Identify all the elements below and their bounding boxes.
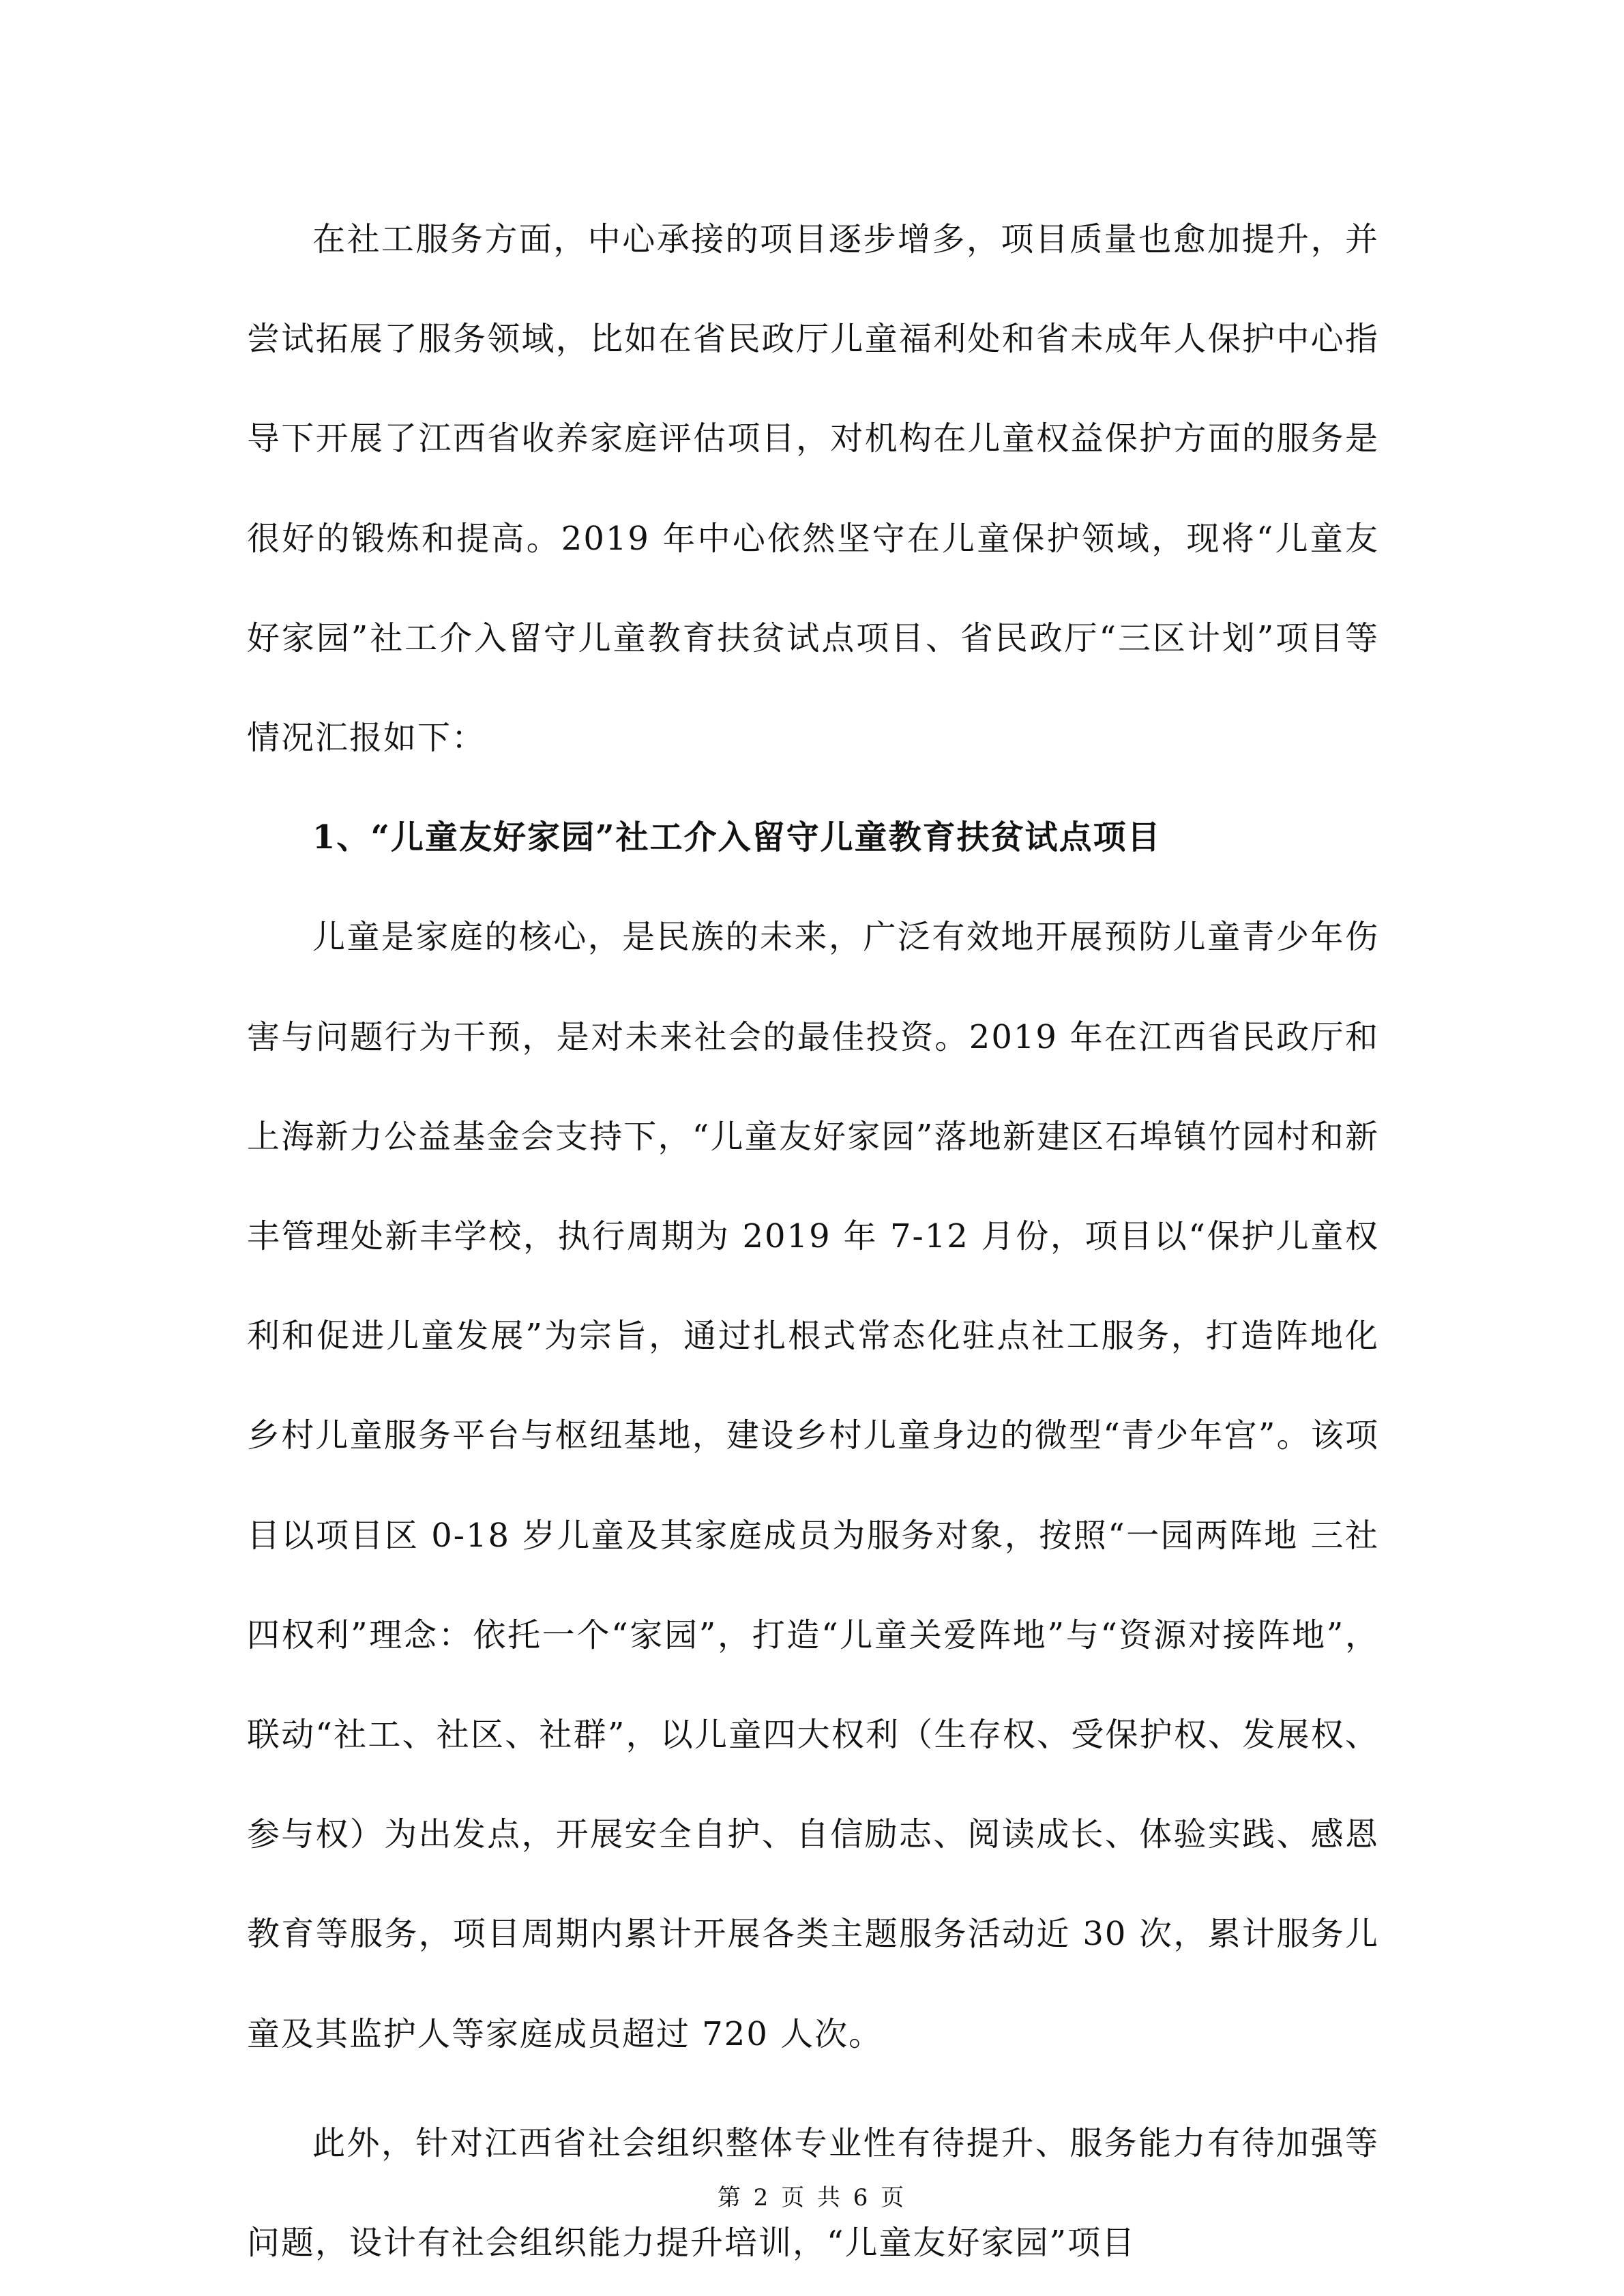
paragraph-capacity-training: 此外，针对江西省社会组织整体专业性有待提升、服务能力有待加强等问题，设计有社会组织能力提升培训，“儿童友好家园”项目	[247, 2123, 1379, 2263]
paragraph-project-description: 儿童是家庭的核心，是民族的未来，广泛有效地开展预防儿童青少年伤害与问题行为干预，是对未来社会的最佳投资。2019 年在江西省民政厅和上海新力公益基金会支持下，“儿童友好家园”落地新建区石埠镇竹园村和新丰管理处新丰学校，执行周期为 2019 年 7-12 月份，项目以“保护儿童权利和促进儿童发展”为宗旨，通过扎根式常态化驻点社工服务，打造阵地化乡村儿童服务平台与枢纽基地，建设乡村儿童身边的微型“青少年宫”。该项目以项目区 0-18 岁儿童及其家庭成员为服务对象，按照“一园两阵地 三社四权利”理念：依托一个“家园”，打造“儿童关爱阵地”与“资源对接阵地”，联动“社工、社区、社群”，以儿童四大权利（生存权、受保护权、发展权、参与权）为出发点，开展安全自护、自信励志、阅读成长、体验实践、感恩教育等服务，项目周期内累计开展各类主题服务活动近 30 次，累计服务儿童及其监护人等家庭成员超过 720 人次。	[247, 918, 1379, 2053]
page-number-footer: 第 2 页 共 6 页	[717, 2184, 907, 2211]
document-body	[247, 190, 1379, 2293]
paragraph-social-work-services: 在社工服务方面，中心承接的项目逐步增多，项目质量也愈加提升，并尝试拓展了服务领域，比如在省民政厅儿童福利处和省未成年人保护中心指导下开展了江西省收养家庭评估项目，对机构在儿童权益保护方面的服务是很好的锻炼和提高。2019 年中心依然坚守在儿童保护领域，现将“儿童友好家园”社工介入留守儿童教育扶贫试点项目、省民政厅“三区计划”项目等情况汇报如下：	[247, 220, 1379, 758]
section-heading-child-friendly-home: 1、“儿童友好家园”社工介入留守儿童教育扶贫试点项目	[312, 818, 1162, 857]
